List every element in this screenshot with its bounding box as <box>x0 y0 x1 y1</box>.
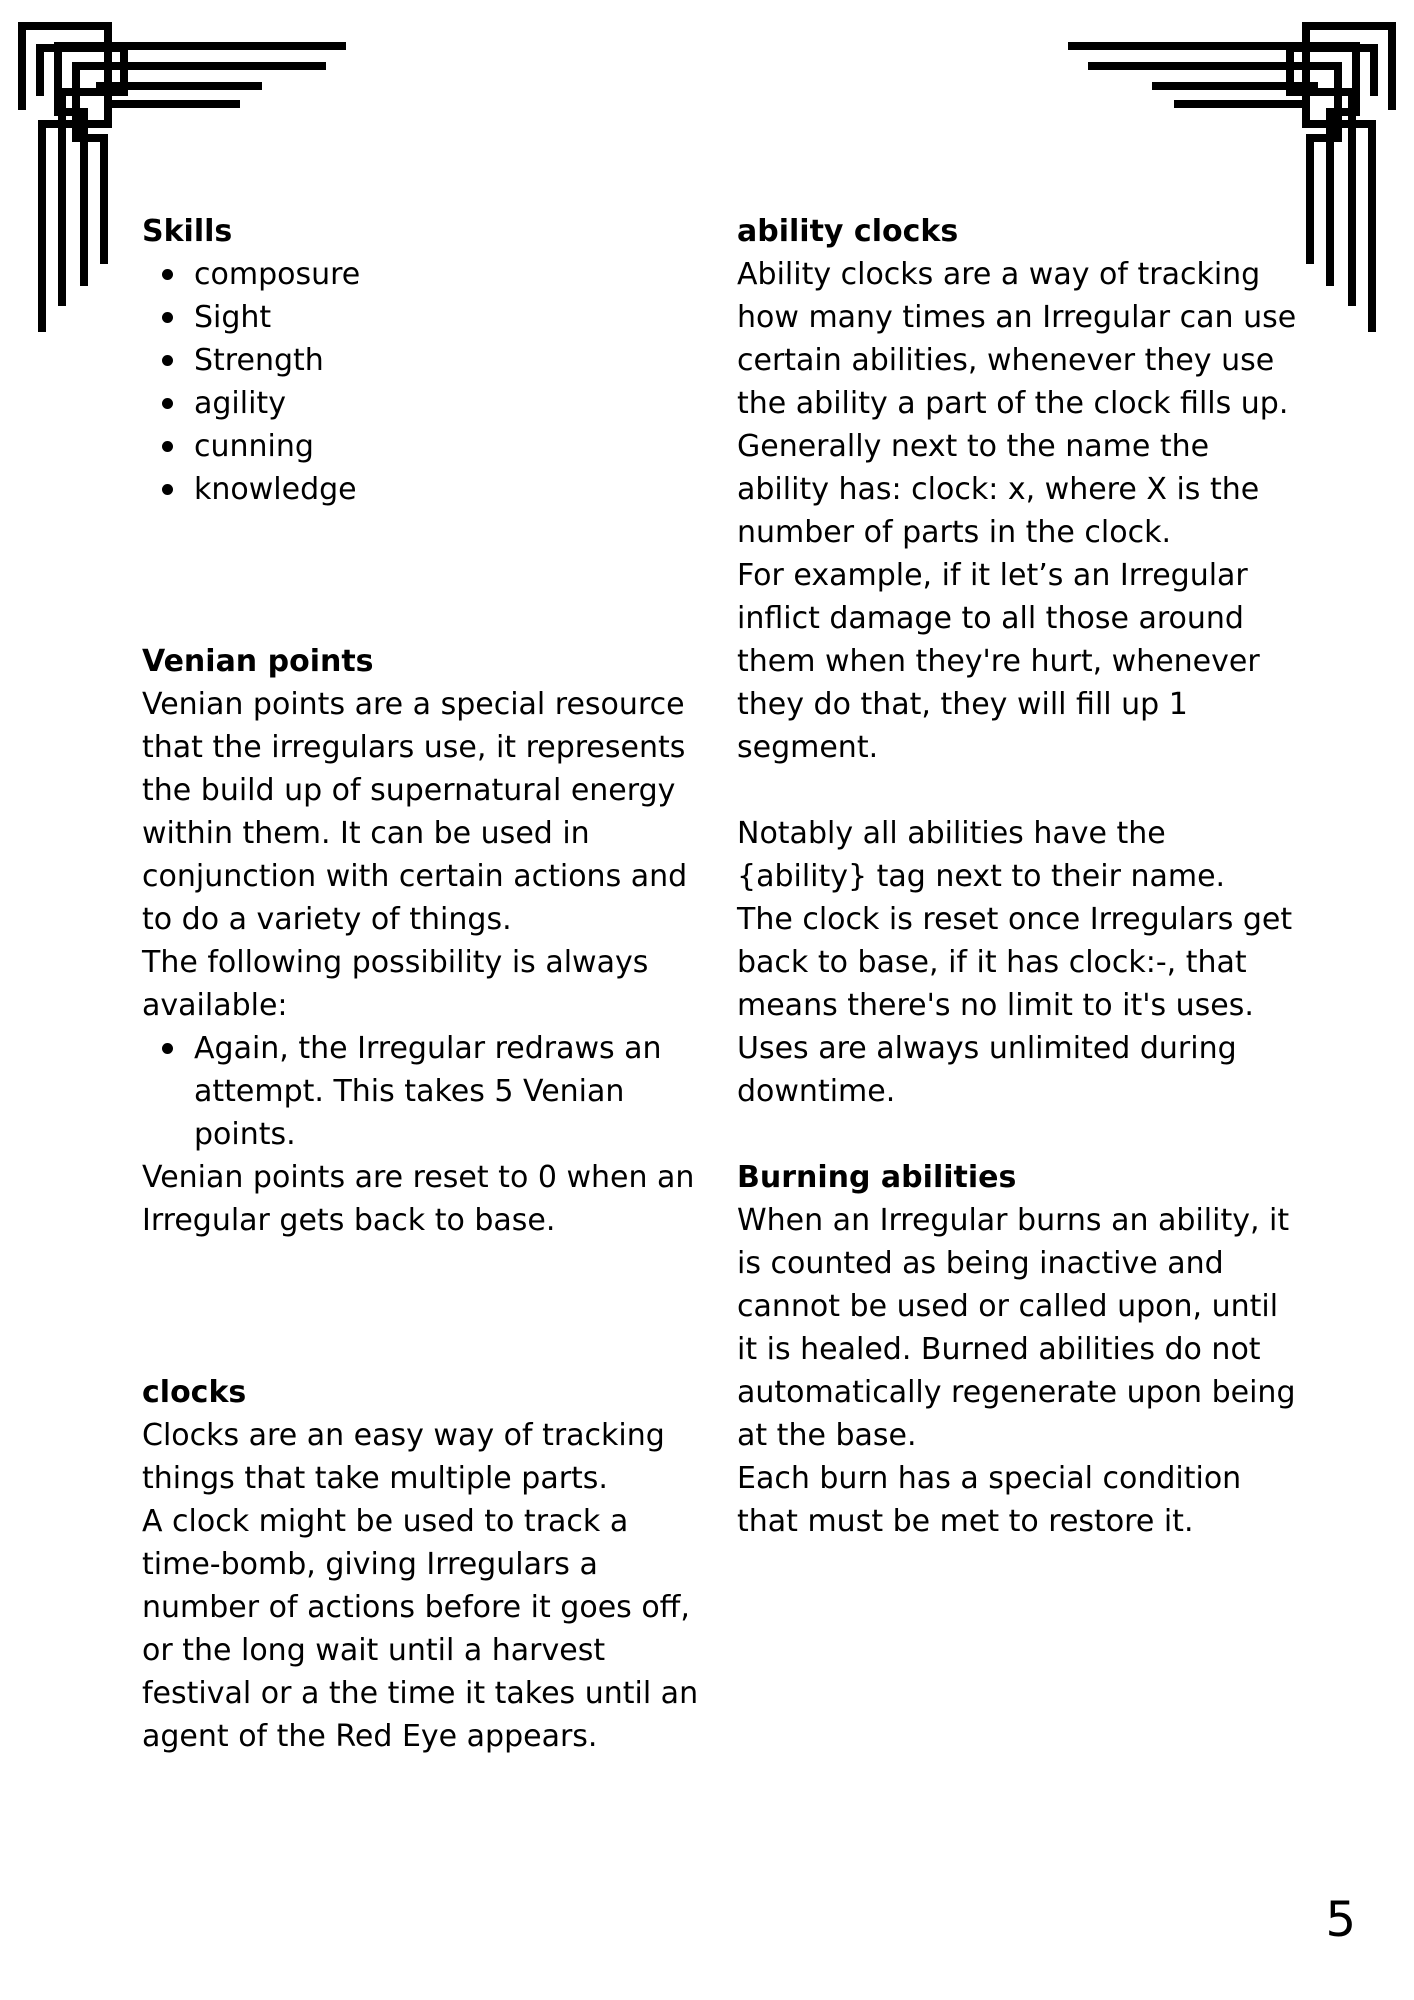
spacer <box>142 511 702 640</box>
ability-clocks-paragraph-2: Generally next to the name the ability has: clock: x, where X is the number of parts in the clock. <box>737 429 1260 550</box>
burning-abilities-paragraph-1: When an Irregular burns an ability, it is counted as being inactive and cannot be used or called upon, until it is healed. Burned abilities do not automatically regenerate upon being at the base. <box>737 1203 1296 1453</box>
burning-abilities-section <box>737 1156 1297 1543</box>
venian-points-closing: Venian points are reset to 0 when an Irregular gets back to base. <box>142 1160 695 1238</box>
ability-clocks-paragraph-6: Uses are always unlimited during downtime. <box>737 1031 1237 1109</box>
ability-clocks-paragraph-1: Ability clocks are a way of tracking how many times an Irregular can use certain abilities, whenever they use the ability a part of the clock fills up. <box>737 257 1297 421</box>
skill-item-knowledge: knowledge <box>194 468 702 511</box>
venian-points-item-again: Again, the Irregular redraws an attempt. This takes 5 Venian points. <box>194 1027 702 1156</box>
left-column <box>142 210 702 1758</box>
venian-points-list <box>142 1027 702 1156</box>
venian-points-paragraph: Venian points are a special resource that the irregulars use, it represents the build up of supernatural energy within them. It can be used in conjunction with certain actions and to do a variety of things. <box>142 687 688 937</box>
clocks-heading: clocks <box>142 1375 247 1410</box>
skill-item-cunning: cunning <box>194 425 702 468</box>
right-column <box>737 210 1297 1543</box>
clocks-section <box>142 1371 702 1758</box>
venian-points-intro: The following possibility is always available: <box>142 945 649 1023</box>
ability-clocks-heading: ability clocks <box>737 214 959 249</box>
ability-clocks-paragraph-4: Notably all abilities have the {ability} tag next to their name. <box>737 816 1226 894</box>
spacer <box>737 769 1297 812</box>
burning-abilities-paragraph-2: Each burn has a special condition that must be met to restore it. <box>737 1461 1242 1539</box>
skill-item-sight: Sight <box>194 296 702 339</box>
burning-abilities-heading: Burning abilities <box>737 1160 1017 1195</box>
venian-points-section <box>142 640 702 1242</box>
spacer <box>737 1113 1297 1156</box>
skill-item-agility: agility <box>194 382 702 425</box>
ability-clocks-paragraph-3: For example, if it let’s an Irregular inflict damage to all those around them when they're hurt, whenever they do that, they will fill up 1 segment. <box>737 558 1260 765</box>
skill-item-composure: composure <box>194 253 702 296</box>
skill-item-strength: Strength <box>194 339 702 382</box>
ability-clocks-paragraph-5: The clock is reset once Irregulars get back to base, if it has clock:-, that means there's no limit to it's uses. <box>737 902 1293 1023</box>
skills-heading: Skills <box>142 214 233 249</box>
page-number: 5 <box>1325 1892 1356 1948</box>
clocks-paragraph-2: A clock might be used to track a time-bomb, giving Irregulars a number of actions before it goes off, or the long wait until a harvest festival or a the time it takes until an agent of the Red Eye appears. <box>142 1504 699 1754</box>
ability-clocks-section <box>737 210 1297 1113</box>
spacer <box>142 1242 702 1371</box>
clocks-paragraph-1: Clocks are an easy way of tracking things that take multiple parts. <box>142 1418 665 1496</box>
venian-points-heading: Venian points <box>142 644 374 679</box>
skills-section <box>142 210 702 511</box>
skills-list <box>142 253 702 511</box>
